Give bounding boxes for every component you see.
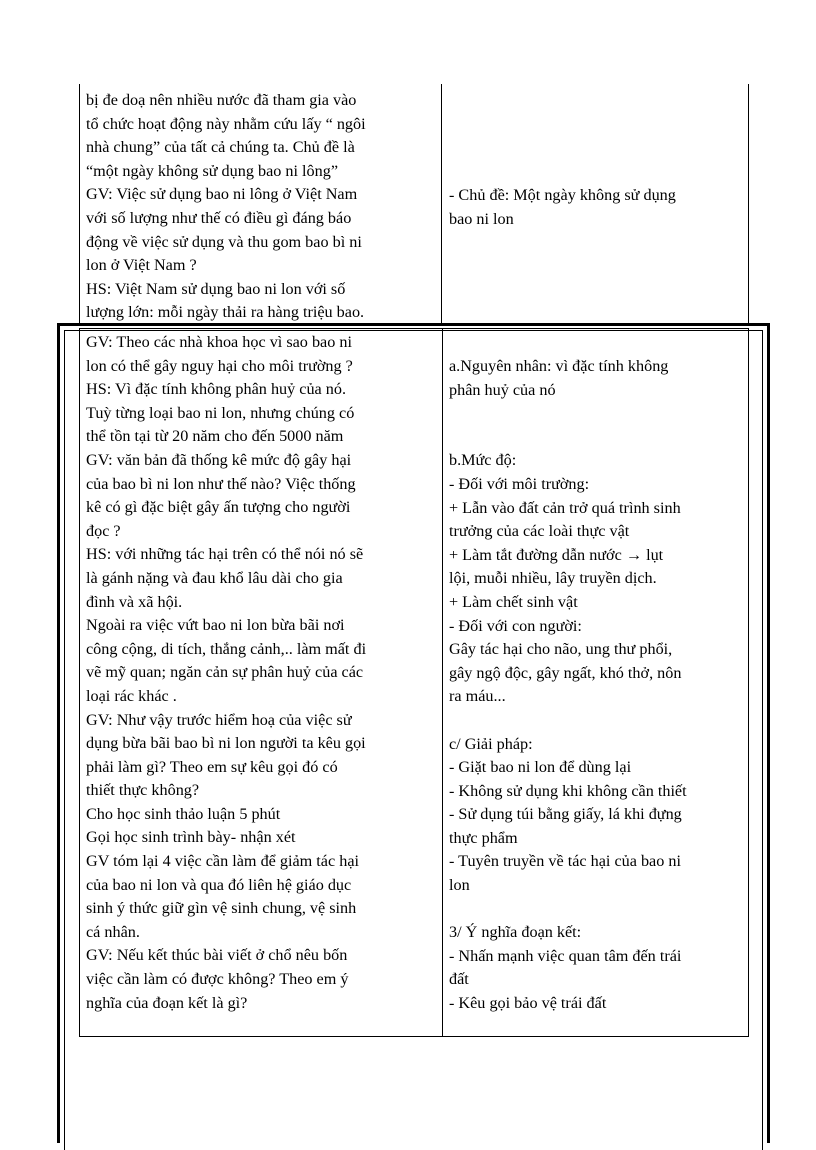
text-line: HS: với những tác hại trên có thể nói nó sẽ <box>86 545 364 564</box>
text-line: kê có gì đặc biệt gây ấn tượng cho người <box>86 498 351 517</box>
text-line: việc cần làm có được không? Theo em ý <box>86 970 349 989</box>
text-line: trưởng của các loài thực vật <box>449 522 630 541</box>
text-line: HS: Vì đặc tính không phân huỷ của nó. <box>86 380 347 399</box>
text-line: GV tóm lại 4 việc cần làm để giảm tác hại <box>86 852 359 871</box>
text-line: đọc ? <box>86 521 121 540</box>
table-divider <box>442 329 443 1036</box>
text-line: a.Nguyên nhân: vì đặc tính không <box>449 357 669 375</box>
text-line: của bao bì ni lon như thế nào? Việc thống <box>86 474 356 493</box>
table-border-left <box>79 84 80 326</box>
text-line: c/ Giải pháp: <box>449 734 533 753</box>
text-line: bị đe doạ nên nhiều nước đã tham gia vào <box>86 91 357 109</box>
text-line: thiết thực không? <box>86 781 200 800</box>
text-line: + Làm chết sinh vật <box>449 592 578 611</box>
table-divider <box>441 84 442 326</box>
text-line: GV: Việc sử dụng bao ni lông ở Việt Nam <box>86 185 358 204</box>
text-line: phân huỷ của nó <box>449 380 556 399</box>
top-right-cell <box>449 184 676 231</box>
text-line <box>449 426 687 450</box>
text-line: Ngoài ra việc vứt bao ni lon bừa bãi nơi <box>86 616 345 635</box>
text-line: Tuỳ từng loại bao ni lon, nhưng chúng có <box>86 403 355 422</box>
text-line: lon có thể gây nguy hại cho môi trường ? <box>86 356 353 375</box>
text-line: gây ngộ độc, gây ngất, khó thở, nôn <box>449 663 682 682</box>
text-line: b.Mức độ: <box>449 451 517 470</box>
text-line: lon <box>449 876 470 895</box>
text-line: đất <box>449 970 469 989</box>
text-line: Gọi học sinh trình bày- nhận xét <box>86 828 296 847</box>
text-line: - Giặt bao ni lon để dùng lại <box>449 758 632 777</box>
text-line: bao ni lon <box>449 209 514 228</box>
text-line: “một ngày không sử dụng bao ni lông” <box>86 161 339 180</box>
text-line: Cho học sinh thảo luận 5 phút <box>86 804 281 823</box>
text-line: đình và xã hội. <box>86 592 183 611</box>
text-line <box>449 898 687 922</box>
table-border-right <box>748 84 749 326</box>
text-line: 3/ Ý nghĩa đoạn kết: <box>449 923 582 942</box>
text-line: GV: Theo các nhà khoa học vì sao bao ni <box>86 333 352 351</box>
text-line: nghĩa của đoạn kết là gì? <box>86 993 248 1012</box>
text-line <box>449 709 687 733</box>
text-line: + Lẫn vào đất cản trở quá trình sinh <box>449 498 681 517</box>
text-line: - Kêu gọi bảo vệ trái đất <box>449 994 607 1013</box>
text-line: công cộng, di tích, thắng cảnh,.. làm mất đi <box>86 639 367 658</box>
text-line: động về việc sử dụng và thu gom bao bì ni <box>86 232 362 251</box>
top-left-cell <box>86 89 366 325</box>
text-line: GV: văn bản đã thống kê mức độ gây hại <box>86 450 352 469</box>
text-line <box>449 402 687 426</box>
text-line: - Đối với con người: <box>449 616 582 635</box>
text-line: là gánh nặng và đau khổ lâu dài cho gia <box>86 568 343 587</box>
text-line: lon ở Việt Nam ? <box>86 256 197 275</box>
text-line: - Đối với môi trường: <box>449 474 590 493</box>
text-line: của bao ni lon và qua đó liên hệ giáo dục <box>86 875 352 894</box>
text-line: + Làm tắt đường dẫn nước → lụt <box>449 545 664 564</box>
text-line: tổ chức hoạt động này nhằm cứu lấy “ ngôi <box>86 114 366 133</box>
text-line: thực phẩm <box>449 828 518 847</box>
text-line: vẽ mỹ quan; ngăn cản sự phân huỷ của các <box>86 663 364 682</box>
text-line: dụng bừa bãi bao bì ni lon người ta kêu gọi <box>86 734 366 753</box>
teacher-student-activity-column <box>86 331 366 1015</box>
text-line: - Nhấn mạnh việc quan tâm đến trái <box>449 946 682 965</box>
text-line: phải làm gì? Theo em sự kêu gọi đó có <box>86 757 338 776</box>
text-line: - Không sử dụng khi không cần thiết <box>449 781 687 800</box>
text-line: cá nhân. <box>86 922 140 941</box>
content-column <box>449 355 687 1016</box>
text-line: - Sử dụng túi bằng giấy, lá khi đựng <box>449 805 682 824</box>
text-line: - Chủ đề: Một ngày không sử dụng <box>449 186 676 204</box>
text-line: - Tuyên truyền về tác hại của bao ni <box>449 852 681 871</box>
text-line: ra máu... <box>449 687 506 706</box>
text-line: với số lượng như thế có điều gì đáng báo <box>86 208 352 227</box>
text-line: lượng lớn: mỗi ngày thải ra hàng triệu bao. <box>86 303 365 322</box>
text-line: nhà chung” của tất cả chúng ta. Chủ đề là <box>86 138 355 157</box>
text-line: loại rác khác . <box>86 686 177 705</box>
text-line: sinh ý thức giữ gìn vệ sinh chung, vệ sinh <box>86 899 357 918</box>
text-line: GV: Như vậy trước hiểm hoạ của việc sử <box>86 710 352 729</box>
text-line: thể tồn tại từ 20 năm cho đến 5000 năm <box>86 427 344 446</box>
text-line: GV: Nếu kết thúc bài viết ở chổ nêu bốn <box>86 946 348 965</box>
text-line: HS: Việt Nam sử dụng bao ni lon với số <box>86 279 346 298</box>
text-line: Gây tác hại cho não, ung thư phổi, <box>449 640 673 659</box>
text-line: lội, muỗi nhiều, lây truyền dịch. <box>449 569 657 588</box>
